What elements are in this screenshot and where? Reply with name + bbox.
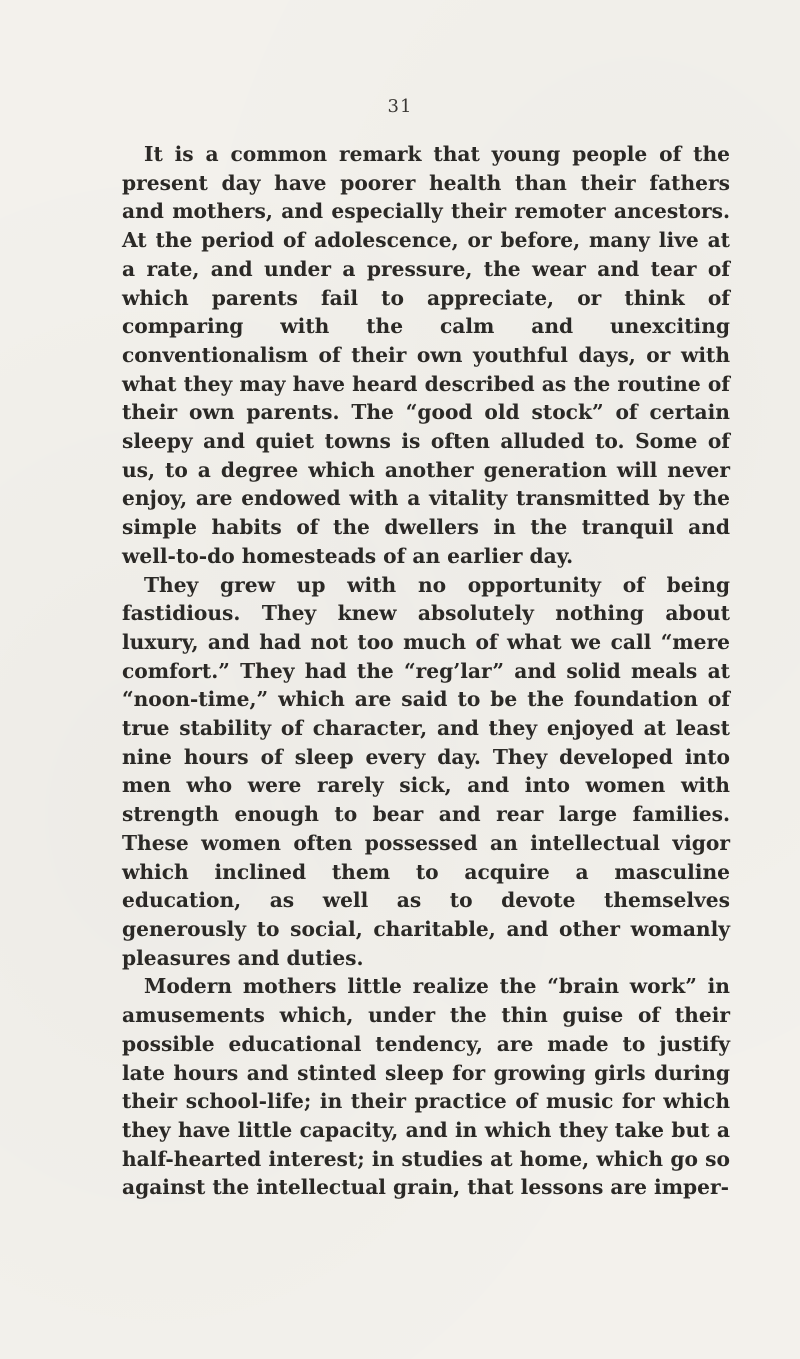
paragraph-2: They grew up with no opportunity of being fastidious. They knew absolutely nothing about luxury, and had not too much of what we call “mere comfort.” They had the “reg’lar” and solid meals at “noon-time,” which are said to be the foundation of true stability of character, and they enjoyed at least nine hours of sleep every day. They developed into men who were rarely sick, and into women with strength enough to bear and rear large families. These women often possessed an intellectual vigor which inclined them to acquire a masculine education, as well as to devote themselves generously to social, charitable, and other womanly pleasures and duties. [122, 572, 730, 970]
paragraph-1: It is a common remark that young people of the present day have poorer health than their fathers and mothers, and especially their remoter ancestors. At the period of adolescence, or before, many live at a rate, and under a pressure, the wear and tear of which parents fail to appreciate, or think of comparing with the calm and unexciting conventionalism of their own youthful days, or with what they may have heard described as the routine of their own parents. The “good old stock” of certain sleepy and quiet towns is often alluded to. Some of us, to a degree which another generation will never enjoy, are endowed with a vitality transmitted by the simple habits of the dwellers in the tranquil and well-to-do homesteads of an earlier day. [122, 142, 730, 568]
page-number: 31 [387, 96, 413, 117]
body-text [122, 140, 730, 1202]
paragraph-3: Modern mothers little realize the “brain work” in amusements which, under the thin guise of their possible educational tendency, are made to justify late hours and stinted sleep for growing girls during their school-life; in their practice of music for which they have little capacity, and in which they take but a half-hearted interest; in studies at home, which go so against the intellectual grain, that lessons are imper- [122, 974, 730, 1200]
